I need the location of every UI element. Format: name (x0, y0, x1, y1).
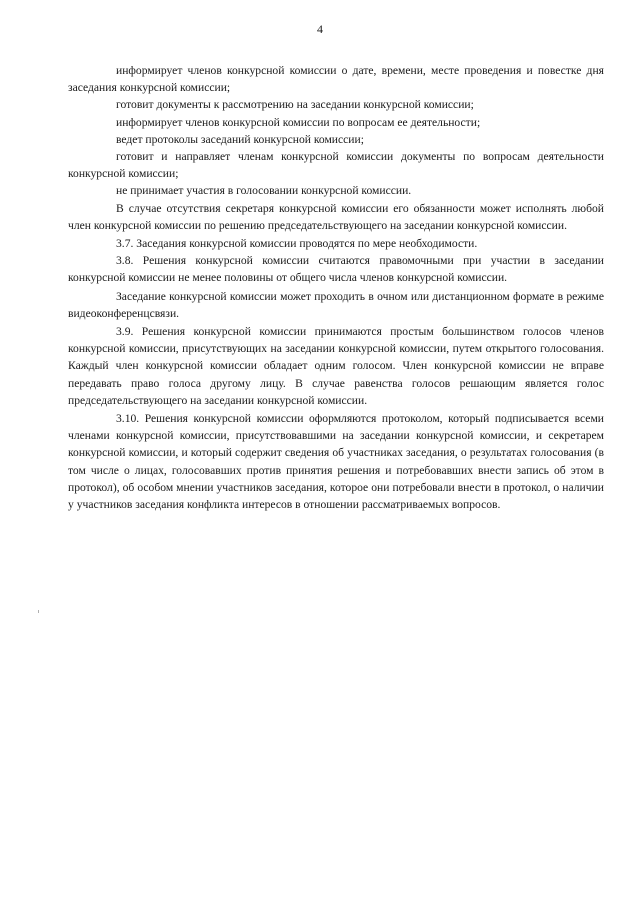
paragraph: информирует членов конкурсной комиссии о дате, времени, месте проведения и повестке дня заседания конкурсной комиссии; (68, 64, 604, 95)
paragraph: В случае отсутствия секретаря конкурсной комиссии его обязанности может исполнять любой член конкурсной комиссии по решению председательствующего на заседании конкурсной комиссии. (68, 201, 604, 232)
paragraph: 3.8. Решения конкурсной комиссии считаются правомочными при участии в заседании конкурсной комиссии не менее половины от общего числа членов конкурсной комиссии. (68, 254, 604, 285)
scan-mark (38, 610, 39, 613)
paragraph: ведет протоколы заседаний конкурсной комиссии; (116, 132, 364, 146)
paragraph: 3.10. Решения конкурсной комиссии оформляются протоколом, который подписывается всеми членами конкурсной комиссии, присутствовавшими на заседании конкурсной комиссии, и секретарем конкурсной комиссии, и который содержит сведения об участниках заседания, о результатах голосования (в том числе о лицах, голосовавших против принятия решения и потребовавших внести запись об этом в протокол), об особом мнении участников заседания, которое они потребовали внести в протокол, о наличии у участников заседания конфликта интересов в отношении рассматриваемых вопросов. (68, 412, 604, 512)
paragraph: 3.9. Решения конкурсной комиссии принимаются простым большинством голосов членов конкурсной комиссии, присутствующих на заседании конкурсной комиссии, путем открытого голосования. Каждый член конкурсной комиссии обладает одним голосом. Член конкурсной комиссии не вправе передавать право голоса другому лицу. В случае равенства голосов решающим является голос председательствующего на заседании конкурсной комиссии. (68, 325, 604, 407)
document-body (68, 62, 604, 513)
paragraph: не принимает участия в голосовании конкурсной комиссии. (116, 184, 412, 198)
page-number: 4 (317, 22, 323, 36)
paragraph: информирует членов конкурсной комиссии по вопросам ее деятельности; (116, 115, 481, 129)
paragraph: Заседание конкурсной комиссии может проходить в очном или дистанционном формате в режиме видеоконференцсвязи. (68, 289, 604, 320)
paragraph: готовит и направляет членам конкурсной комиссии документы по вопросам деятельности конкурсной комиссии; (68, 150, 604, 181)
paragraph: готовит документы к рассмотрению на заседании конкурсной комиссии; (116, 98, 474, 112)
paragraph: 3.7. Заседания конкурсной комиссии проводятся по мере необходимости. (116, 237, 478, 251)
